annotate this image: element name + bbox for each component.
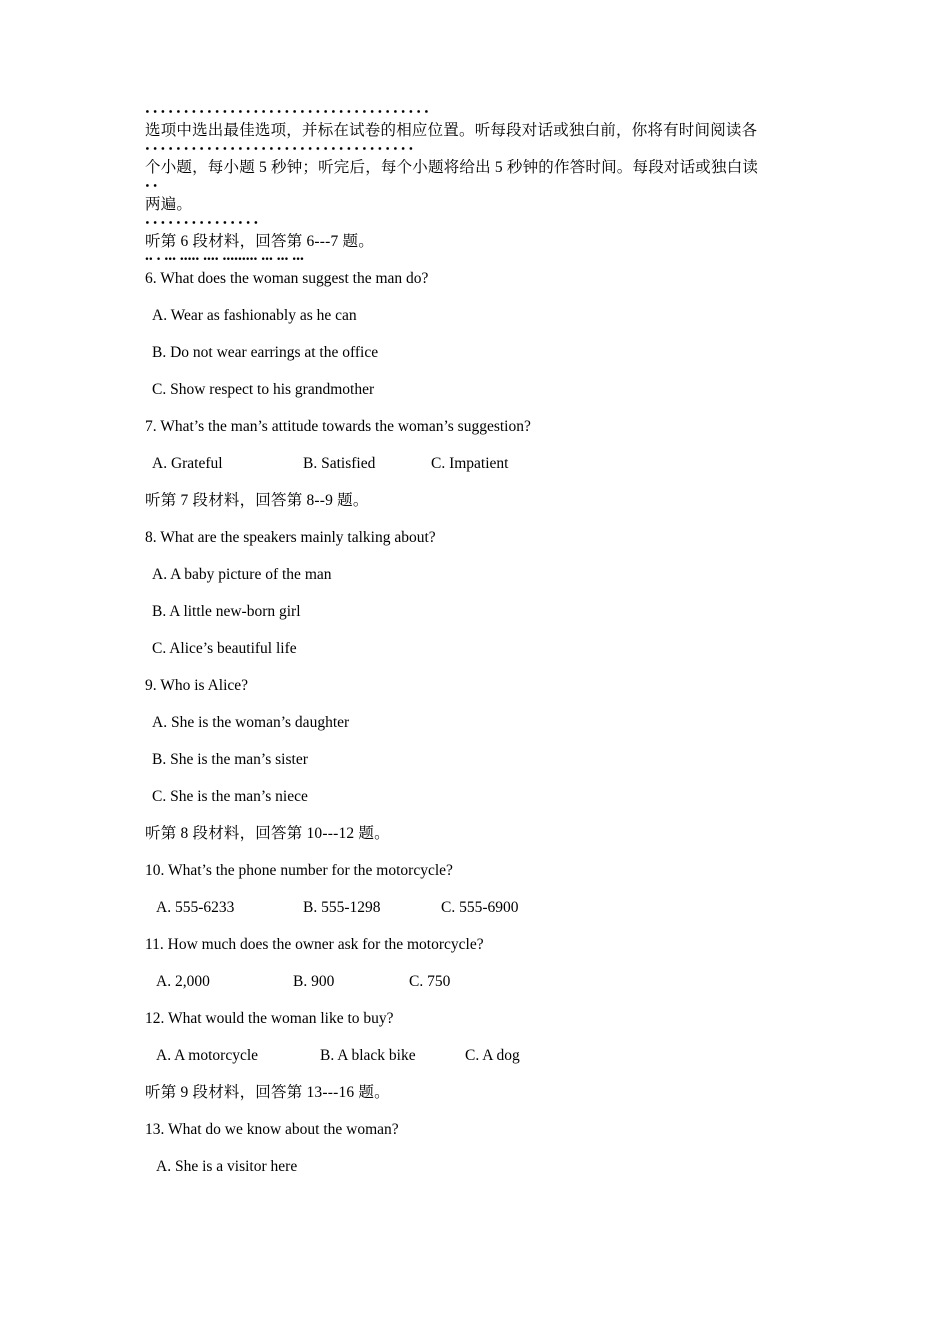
answer-option[interactable]: A. A baby picture of the man — [152, 566, 332, 583]
instruction-line: ．．．．．．．．．．．．．．．．．．．．．．．．．．．．．．．．．．． 个小题，每小题 5 秒钟；听完后，每个小题将给出 5 秒钟的作答时间。每段对话或独白读 — [145, 136, 759, 176]
answer-option[interactable]: B. 900 — [293, 973, 335, 990]
instruction-line: ．． 两遍。 — [145, 173, 193, 213]
answer-option[interactable]: B. Satisfied — [303, 455, 376, 472]
answer-option-row — [145, 445, 810, 482]
section-header: 听第 8 段材料，回答第 10---12 题。 — [145, 825, 390, 842]
answer-option[interactable]: A. 555-6233 — [156, 899, 235, 916]
question-stem: 7. What’s the man’s attitude towards the woman’s suggestion? — [145, 418, 531, 435]
answer-option[interactable]: C. Impatient — [431, 455, 509, 472]
answer-option-row — [145, 963, 810, 1000]
answer-option[interactable]: B. A black bike — [320, 1047, 416, 1064]
answer-option[interactable]: B. Do not wear earrings at the office — [152, 344, 379, 361]
answer-option-row — [145, 889, 810, 926]
instruction-line: ．．．．．．．．．．．．．．．．．．．．．．．．．．．．．．．．．．．．． 选项中选出最佳选项，并标在试卷的相应位置。听每段对话或独白前，你将有时间阅读各 — [145, 99, 758, 139]
answer-option[interactable]: C. Show respect to his grandmother — [152, 381, 375, 398]
answer-option[interactable]: A. Grateful — [152, 455, 223, 472]
answer-option[interactable]: C. Alice’s beautiful life — [152, 640, 297, 657]
question-stem: .. . ... ..... .... ......... ... ... ... 6. What does the woman suggest the man do? — [145, 247, 429, 287]
question-stem: 9. Who is Alice? — [145, 677, 249, 694]
exam-page — [145, 99, 810, 1185]
answer-option[interactable]: A. She is a visitor here — [156, 1158, 298, 1175]
section-header: 听第 9 段材料，回答第 13---16 题。 — [145, 1084, 390, 1101]
answer-option[interactable]: B. She is the man’s sister — [152, 751, 308, 768]
answer-option[interactable]: B. 555-1298 — [303, 899, 381, 916]
answer-option[interactable]: A. Wear as fashionably as he can — [152, 307, 357, 324]
section-header: 听第 7 段材料，回答第 8--9 题。 — [145, 492, 369, 509]
answer-option-row — [145, 1037, 810, 1074]
question-stem: 8. What are the speakers mainly talking about? — [145, 529, 436, 546]
question-stem: 13. What do we know about the woman? — [145, 1121, 399, 1138]
answer-option[interactable]: C. She is the man’s niece — [152, 788, 308, 805]
answer-option[interactable]: B. A little new-born girl — [152, 603, 301, 620]
answer-option[interactable]: C. 750 — [409, 973, 451, 990]
answer-option[interactable]: C. 555-6900 — [441, 899, 519, 916]
question-stem: 11. How much does the owner ask for the motorcycle? — [145, 936, 484, 953]
answer-option[interactable]: C. A dog — [465, 1047, 520, 1064]
answer-option[interactable]: A. 2,000 — [156, 973, 210, 990]
answer-option[interactable]: A. She is the woman’s daughter — [152, 714, 350, 731]
section-header: ．．．．．．．．．．．．．．． 听第 6 段材料，回答第 6---7 题。 — [145, 210, 374, 250]
question-stem: 10. What’s the phone number for the motorcycle? — [145, 862, 453, 879]
question-stem: 12. What would the woman like to buy? — [145, 1010, 394, 1027]
answer-option[interactable]: A. A motorcycle — [156, 1047, 259, 1064]
